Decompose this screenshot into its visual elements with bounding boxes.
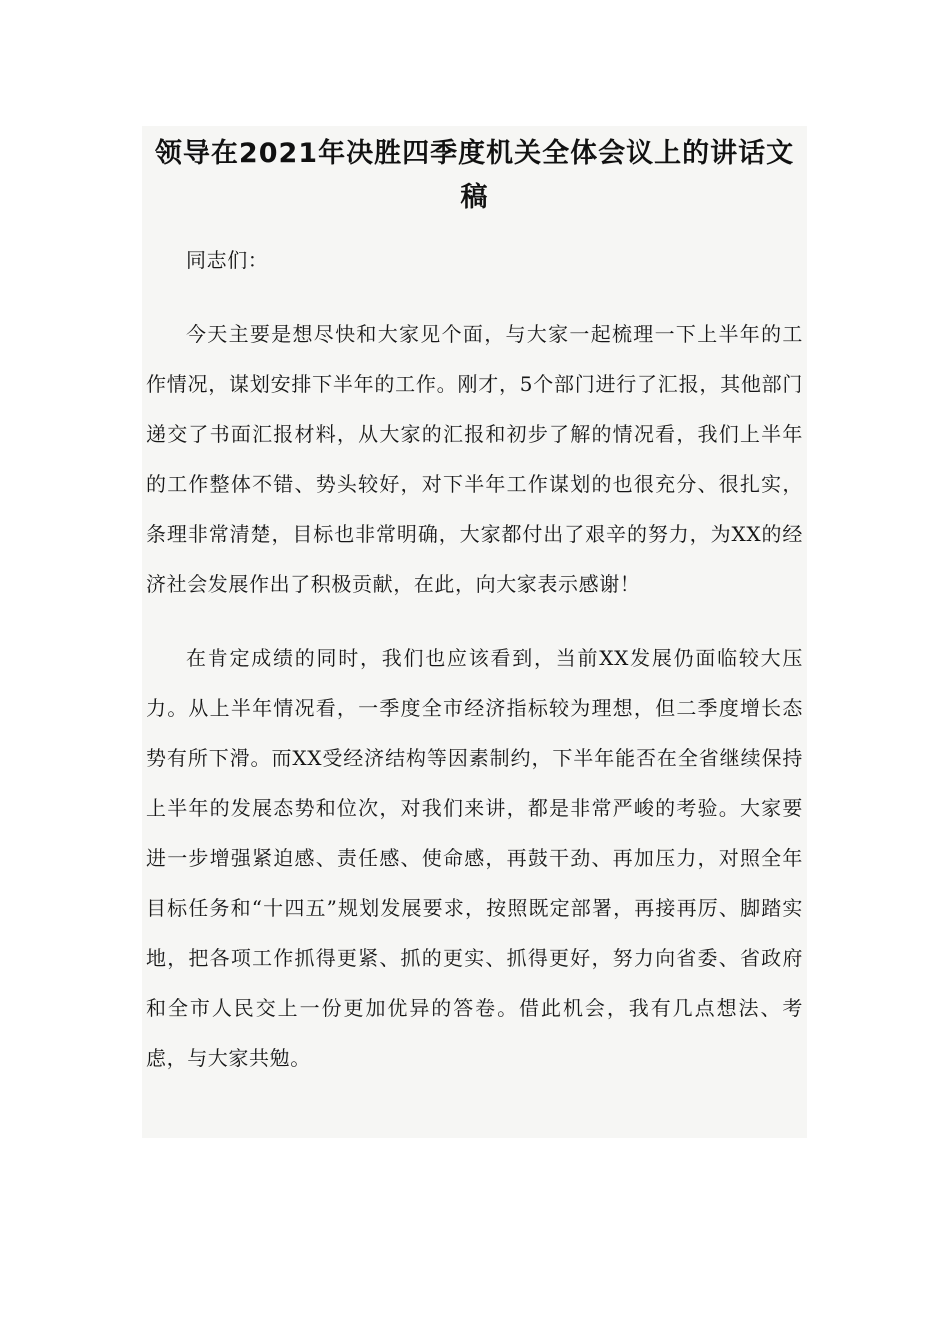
paragraph-2: 在肯定成绩的同时，我们也应该看到，当前XX发展仍面临较大压力。从上半年情况看，一季度全市经济指标较为理想，但二季度增长态势有所下滑。而XX受经济结构等因素制约，下半年能否在全省继续保持上半年的发展态势和位次，对我们来讲，都是非常严峻的考验。大家要进一步增强紧迫感、责任感、使命感，再鼓干劲、再加压力，对照全年目标任务和“十四五”规划发展要求，按照既定部署，再接再厉、脚踏实地，把各项工作抓得更紧、抓的更实、抓得更好，努力向省委、省政府和全市人民交上一份更加优异的答卷。借此机会，我有几点想法、考虑，与大家共勉。: [146, 646, 803, 1070]
document-body: [146, 235, 803, 1107]
document-title: 领导在2021年决胜四季度机关全体会议上的讲话文稿: [154, 138, 795, 213]
salutation: 同志们：: [186, 248, 269, 272]
paragraph-1: 今天主要是想尽快和大家见个面，与大家一起梳理一下上半年的工作情况，谋划安排下半年的工作。刚才，5个部门进行了汇报，其他部门递交了书面汇报材料，从大家的汇报和初步了解的情况看，我们上半年的工作整体不错、势头较好，对下半年工作谋划的也很充分、很扎实，条理非常清楚，目标也非常明确，大家都付出了艰辛的努力，为XX的经济社会发展作出了积极贡献，在此，向大家表示感谢！: [146, 322, 803, 596]
